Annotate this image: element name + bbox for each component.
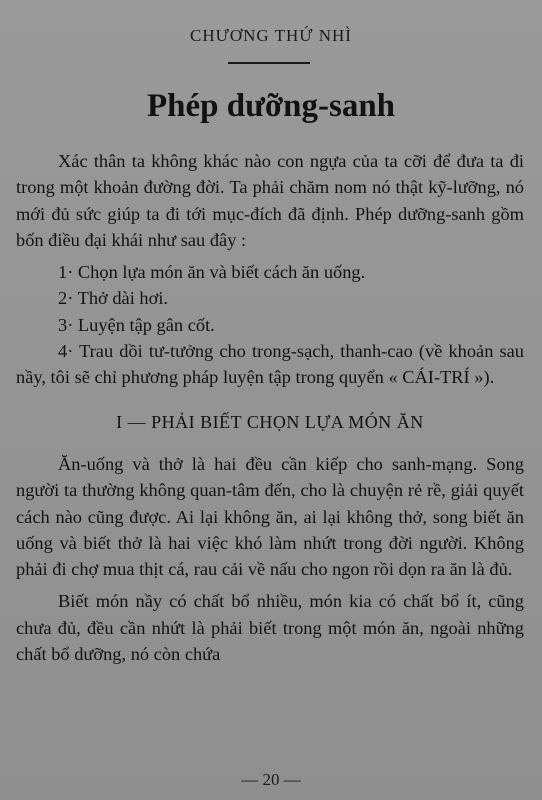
list-item: 3· Luyện tập gân cốt.: [58, 314, 215, 335]
paragraph: Biết món nầy có chất bổ nhiều, món kia có chất bổ ít, cũng chưa đủ, đều cần nhứt là phải biết trong một món ăn, ngoài những chất bổ dưỡng, nó còn chứa: [16, 591, 524, 665]
paragraph: Ăn-uống và thở là hai đều cần kiếp cho sanh-mạng. Song người ta thường không quan-tâm đến, cho là chuyện rẻ rề, giải quyết cách nào cũng được. Ai lại không ăn, ai lại không thở, song biết ăn uống và biết thở là hai việc khó làm nhứt trong đời người. Không phải đi chợ mua thịt cá, rau cải về nấu cho ngon rồi dọn ra ăn là đủ.: [16, 453, 524, 580]
section-heading: I — PHẢI BIẾT CHỌN LỰA MÓN ĂN: [116, 411, 424, 432]
list-item: 4· Trau dồi tư-tưởng cho trong-sạch, thanh-cao (về khoản sau nầy, tôi sẽ chỉ phương pháp luyện tập trong quyển « CÁI-TRÍ »).: [16, 341, 524, 388]
list-item: 2· Thở dài hơi.: [58, 288, 169, 309]
body-text: [16, 148, 524, 667]
list-item: 1· Chọn lựa món ăn và biết cách ăn uống.: [58, 262, 366, 283]
page-number: — 20 —: [241, 770, 301, 789]
page-title: Phép dưỡng-sanh: [146, 88, 396, 124]
chapter-heading: CHƯƠNG THỨ NHÌ: [190, 26, 352, 45]
chapter-rule: [228, 62, 310, 64]
intro-paragraph: Xác thân ta không khác nào con ngựa của ta cỡi để đưa ta đi trong một khoản đường đời. Ta phải chăm nom nó thật kỹ-lưỡng, nó mới đủ sức giúp ta đi tới mục-đích đã định. Phép dưỡng-sanh gồm bốn điều đại khái như sau đây :: [16, 151, 524, 250]
